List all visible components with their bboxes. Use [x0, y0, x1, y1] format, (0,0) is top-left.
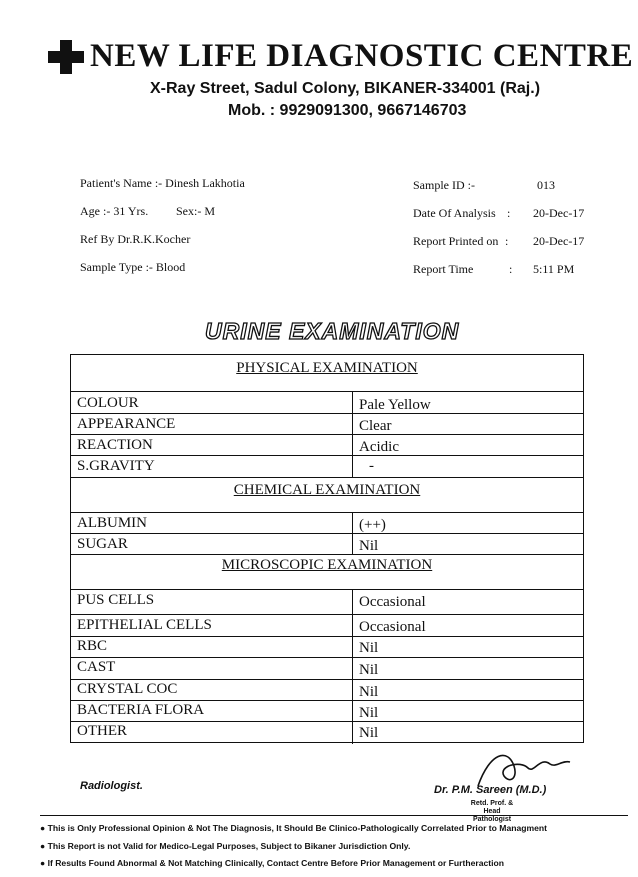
divider: [71, 455, 583, 456]
table-row-label: REACTION: [77, 437, 153, 453]
signature-scribble-icon: [470, 742, 580, 790]
chemical-heading: CHEMICAL EXAMINATION: [233, 482, 421, 498]
table-row-label: OTHER: [77, 723, 127, 739]
divider: [71, 636, 583, 637]
patient-name: Patient's Name :- Dinesh Lakhotia: [80, 176, 245, 190]
doctor-name: Dr. P.M. Sareen (M.D.): [434, 784, 547, 796]
footer-note-text: If Results Found Abnormal & Not Matching Clinically, Contact Centre Before Prior Management or Furtheraction: [47, 858, 505, 868]
date-of-analysis-value: 20-Dec-17: [533, 206, 585, 220]
report-table: [70, 354, 584, 743]
table-row-label: ALBUMIN: [77, 515, 147, 531]
table-row-label: EPITHELIAL CELLS: [77, 617, 212, 633]
divider: [71, 391, 583, 392]
report-title: URINE EXAMINATION: [205, 318, 460, 344]
footer-note-text: This Report is not Valid for Medico-Legal Purposes, Subject to Bikaner Jurisdiction Only.: [47, 841, 411, 851]
date-of-analysis-label: Date Of Analysis: [413, 206, 496, 220]
colon: :: [507, 206, 511, 220]
divider: [71, 477, 583, 478]
doctor-title-line: Retd. Prof. & Head: [470, 800, 514, 815]
report-printed-label: Report Printed on: [413, 234, 499, 248]
table-row-label: CRYSTAL COC: [77, 681, 178, 697]
table-row-value: -: [369, 458, 374, 474]
report-time-label: Report Time: [413, 262, 474, 276]
referred-by: Ref By Dr.R.K.Kocher: [80, 232, 191, 246]
table-row-value: Pale Yellow: [359, 397, 431, 413]
sample-id-label: Sample ID :-: [413, 178, 475, 192]
doctor-title: [462, 800, 522, 824]
table-row-label: PUS CELLS: [77, 592, 155, 608]
table-row-label: BACTERIA FLORA: [77, 702, 205, 718]
table-row-label: S.GRAVITY: [77, 458, 155, 474]
footer-divider: [40, 815, 628, 816]
table-row-value: Nil: [359, 684, 379, 700]
footer-note: ● This is Only Professional Opinion & Not The Diagnosis, It Should Be Clinico-Pathologically Correlated Prior to Managment: [40, 823, 548, 833]
sample-type: Sample Type :- Blood: [80, 260, 186, 274]
doctor-title-line: Pathologist: [472, 816, 512, 823]
table-row-value: Occasional: [359, 594, 426, 610]
table-row-label: RBC: [77, 638, 108, 654]
divider: [71, 434, 583, 435]
centre-address: X-Ray Street, Sadul Colony, BIKANER-334001 (Raj.): [150, 80, 541, 97]
microscopic-heading: MICROSCOPIC EXAMINATION: [221, 557, 433, 573]
divider: [71, 512, 583, 513]
divider: [71, 700, 583, 701]
colon: :: [505, 234, 509, 248]
report-printed-value: 20-Dec-17: [533, 234, 585, 248]
radiologist-label: Radiologist.: [80, 780, 143, 792]
table-row-value: Nil: [359, 640, 379, 656]
footer-note: ● This Report is not Valid for Medico-Legal Purposes, Subject to Bikaner Jurisdiction Only.: [40, 841, 411, 851]
table-row-label: APPEARANCE: [77, 416, 176, 432]
colon: :: [509, 262, 513, 276]
table-row-value: Clear: [359, 418, 392, 434]
report-time-value: 5:11 PM: [533, 262, 575, 276]
table-row-value: Acidic: [359, 439, 399, 455]
footer-note: ● If Results Found Abnormal & Not Matching Clinically, Contact Centre Before Prior Management or Furtheraction: [40, 858, 505, 868]
table-row-value: Occasional: [359, 619, 426, 635]
centre-name: NEW LIFE DIAGNOSTIC CENTRE: [90, 38, 634, 74]
table-row-value: Nil: [359, 725, 379, 741]
table-row-value: Nil: [359, 705, 379, 721]
sample-id-value: 013: [537, 178, 555, 192]
divider: [71, 679, 583, 680]
patient-sex: Sex:- M: [176, 204, 215, 218]
table-row-value: Nil: [359, 662, 379, 678]
divider: [71, 614, 583, 615]
patient-age: Age :- 31 Yrs.: [80, 204, 149, 218]
table-row-value: Nil: [359, 538, 379, 554]
divider: [71, 533, 583, 534]
divider: [71, 554, 583, 555]
divider: [71, 657, 583, 658]
table-row-label: SUGAR: [77, 536, 128, 552]
table-row-label: CAST: [77, 659, 116, 675]
divider: [71, 589, 583, 590]
physical-heading: PHYSICAL EXAMINATION: [236, 360, 418, 376]
divider: [71, 413, 583, 414]
table-row-value: (++): [359, 517, 386, 533]
table-row-label: COLOUR: [77, 395, 139, 411]
footer-note-text: This is Only Professional Opinion & Not The Diagnosis, It Should Be Clinico-Pathologically Correlated Prior to Managment: [47, 823, 548, 833]
plus-cross-logo-icon: [48, 40, 84, 74]
centre-mobile: Mob. : 9929091300, 9667146703: [228, 102, 467, 119]
divider: [71, 721, 583, 722]
